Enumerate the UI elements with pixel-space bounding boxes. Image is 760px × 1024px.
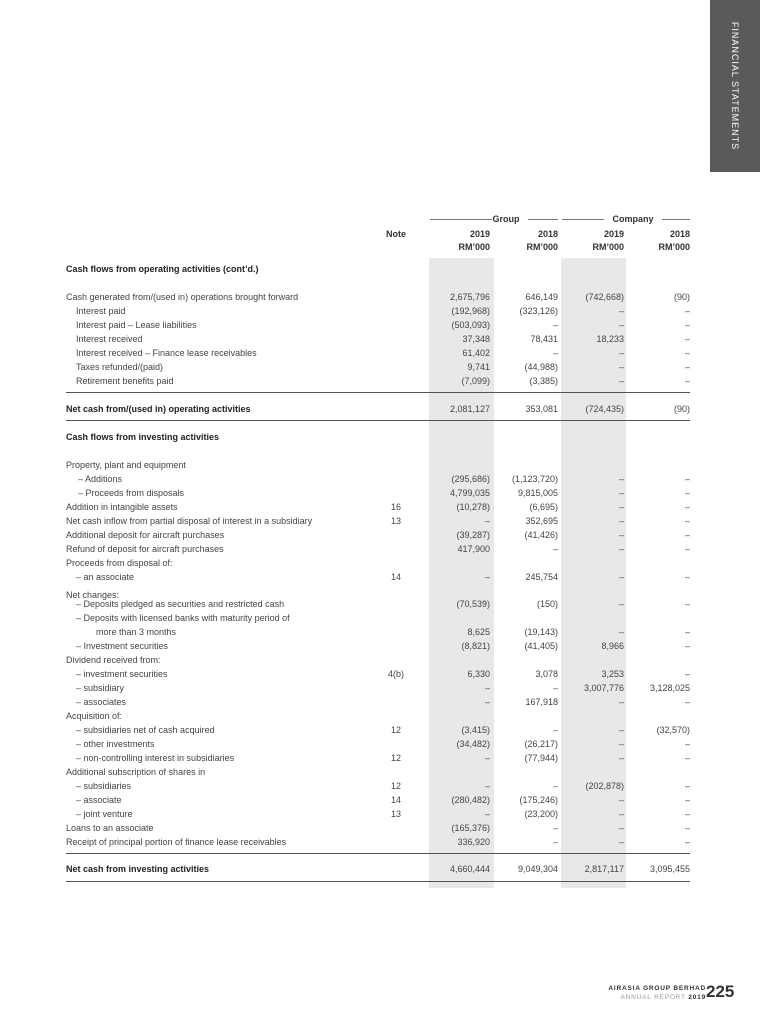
value-group-2018: (1,123,720) [511,474,558,484]
value-group-2018: 167,918 [525,697,558,707]
group-header: Group [492,214,520,224]
value-group-2018: (44,988) [524,362,558,372]
table-row [0,862,710,876]
value-company-2019: – [618,488,624,498]
table-row [0,542,710,556]
value-company-2018: – [684,516,690,526]
value-group-2018: 646,149 [525,292,558,302]
value-company-2019: – [618,376,624,386]
row-label: – subsidiaries net of cash acquired [76,725,215,735]
value-group-2019: 37,348 [462,334,490,344]
row-note: 12 [390,753,401,763]
table-row [0,500,710,514]
value-company-2019: (202,878) [585,781,624,791]
value-group-2019: – [484,516,490,526]
table-row [0,821,710,835]
value-group-2018: 245,754 [525,572,558,582]
value-group-2019: 61,402 [462,348,490,358]
value-group-2019: (165,376) [451,823,490,833]
unit-header-group-2019: RM’000 [458,242,490,252]
value-group-2018: (3,385) [529,376,558,386]
value-group-2018: 78,431 [530,334,558,344]
table-row [0,290,710,304]
value-company-2019: (742,668) [585,292,624,302]
value-group-2018: – [552,320,558,330]
table-row [0,709,710,723]
row-label: Net changes: [66,590,120,600]
row-label: Proceeds from disposal of: [66,558,173,568]
table-row [0,514,710,528]
value-group-2019: (70,539) [456,599,490,609]
table-row [0,751,710,765]
value-company-2018: – [684,795,690,805]
value-company-2019: 3,253 [601,669,624,679]
value-company-2018: – [684,823,690,833]
table-row [0,486,710,500]
value-group-2018: (19,143) [524,627,558,637]
value-group-2019: (192,968) [451,306,490,316]
value-group-2018: – [552,837,558,847]
value-company-2019: – [618,362,624,372]
value-group-2018: – [552,781,558,791]
row-label: – other investments [76,739,155,749]
note-header: Note [386,229,406,239]
table-row [0,346,710,360]
row-label: – subsidiary [76,683,125,693]
table-row [0,611,710,625]
value-group-2018: – [552,348,558,358]
table-row [0,318,710,332]
value-company-2018: – [684,627,690,637]
value-group-2019: – [484,781,490,791]
table-row [0,528,710,542]
value-group-2018: (41,426) [524,530,558,540]
value-group-2018: (6,695) [529,502,558,512]
table-row [0,723,710,737]
value-group-2019: 4,660,444 [449,864,490,874]
row-label: – Investment securities [76,641,169,651]
row-label: – Deposits pledged as securities and restricted cash [76,599,285,609]
value-company-2019: – [618,599,624,609]
row-label: Interest paid [76,306,126,316]
row-label: Additional deposit for aircraft purchases [66,530,225,540]
table-row [0,304,710,318]
row-label: Retirement benefits paid [76,376,174,386]
value-company-2018: – [684,669,690,679]
year-header-group-2019: 2019 [469,229,490,239]
row-label: Cash flows from investing activities [66,432,220,442]
table-row [0,332,710,346]
table-row [0,262,710,276]
value-company-2018: – [684,641,690,651]
value-company-2018: – [684,320,690,330]
footer-year: 2019 [688,994,706,1001]
row-label: – investment securities [76,669,168,679]
value-company-2019: – [618,837,624,847]
group-line-left [430,219,492,220]
row-label: Receipt of principal portion of finance lease receivables [66,837,287,847]
year-header-group-2018: 2018 [537,229,558,239]
value-group-2019: – [484,572,490,582]
value-company-2018: (90) [673,292,690,302]
value-company-2019: – [618,348,624,358]
row-label: – Proceeds from disposals [78,488,185,498]
page-number: 225 [706,982,735,1001]
value-company-2019: – [618,530,624,540]
row-label: – Additions [78,474,123,484]
value-group-2019: 8,625 [467,627,490,637]
row-label: Property, plant and equipment [66,460,186,470]
value-company-2018: – [684,753,690,763]
value-group-2019: – [484,809,490,819]
rule-below-operating-total [66,420,690,421]
group-line-right [528,219,558,220]
table-row [0,374,710,388]
row-label: – associates [76,697,127,707]
section-tab [710,0,760,172]
value-group-2018: 353,081 [525,404,558,414]
value-group-2018: (323,126) [519,306,558,316]
value-company-2018: – [684,697,690,707]
value-group-2018: (150) [536,599,558,609]
table-row [0,625,710,639]
value-company-2018: – [684,781,690,791]
row-note: 14 [390,572,401,582]
value-group-2018: – [552,823,558,833]
table-row [0,458,710,472]
unit-header-company-2018: RM’000 [658,242,690,252]
row-note: 14 [390,795,401,805]
table-row [0,695,710,709]
value-company-2018: – [684,530,690,540]
value-company-2019: 18,233 [596,334,624,344]
value-group-2019: 336,920 [457,837,490,847]
value-company-2019: – [618,572,624,582]
unit-header-company-2019: RM’000 [592,242,624,252]
value-company-2018: – [684,739,690,749]
value-group-2019: (10,278) [456,502,490,512]
row-label: more than 3 months [96,627,177,637]
value-group-2019: – [484,683,490,693]
row-note: 4(b) [387,669,404,679]
row-label: Net cash from/(used in) operating activities [66,404,251,414]
value-company-2019: – [618,823,624,833]
value-group-2019: (8,821) [461,641,490,651]
value-company-2018: – [684,572,690,582]
table-row [0,639,710,653]
table-row [0,737,710,751]
row-label: Refund of deposit for aircraft purchases [66,544,224,554]
value-company-2019: – [618,753,624,763]
value-company-2019: – [618,725,624,735]
value-company-2019: (724,435) [585,404,624,414]
value-group-2019: 2,675,796 [449,292,490,302]
row-label: – an associate [76,572,135,582]
value-company-2019: – [618,809,624,819]
table-row [0,835,710,849]
value-company-2019: 2,817,117 [584,864,624,874]
value-company-2019: – [618,795,624,805]
row-label: – non-controlling interest in subsidiaries [76,753,235,763]
value-company-2019: – [618,306,624,316]
row-label: Interest received [76,334,143,344]
table-row [0,807,710,821]
row-label: Net cash from investing activities [66,864,210,874]
value-group-2019: (7,099) [461,376,490,386]
rule-above-operating-total [66,392,690,393]
value-group-2019: – [484,697,490,707]
unit-header-group-2018: RM’000 [526,242,558,252]
row-label: Interest paid – Lease liabilities [76,320,197,330]
row-note: 13 [390,809,401,819]
value-company-2018: (90) [673,404,690,414]
value-group-2019: 2,081,127 [449,404,490,414]
value-company-2019: – [618,320,624,330]
company-line-right [662,219,690,220]
value-company-2018: – [684,306,690,316]
value-group-2018: – [552,544,558,554]
row-label: Acquisition of: [66,711,123,721]
value-company-2018: 3,128,025 [649,683,690,693]
value-group-2019: 417,900 [457,544,490,554]
row-label: – Deposits with licensed banks with maturity period of [76,613,290,623]
value-group-2018: 9,815,005 [517,488,558,498]
value-company-2018: – [684,488,690,498]
row-label: – subsidiaries [76,781,132,791]
value-company-2018: – [684,376,690,386]
value-group-2019: (34,482) [456,739,490,749]
row-label: Interest received – Finance lease receivables [76,348,257,358]
value-company-2018: – [684,334,690,344]
value-group-2018: 3,078 [535,669,558,679]
value-company-2019: 3,007,776 [583,683,624,693]
section-tab-label: FINANCIAL STATEMENTS [730,21,740,151]
row-note: 12 [390,781,401,791]
value-company-2019: – [618,739,624,749]
row-label: Loans to an associate [66,823,154,833]
value-company-2019: – [618,502,624,512]
row-note: 16 [390,502,401,512]
row-label: – joint venture [76,809,133,819]
value-group-2019: (503,093) [451,320,490,330]
value-company-2018: – [684,348,690,358]
table-row [0,765,710,779]
value-company-2019: – [618,474,624,484]
table-row [0,570,710,584]
row-note: 12 [390,725,401,735]
value-company-2018: 3,095,455 [649,864,690,874]
row-note: 13 [390,516,401,526]
value-group-2019: (3,415) [461,725,490,735]
footer-report-line [621,994,706,1001]
value-company-2018: – [684,362,690,372]
table-row [0,556,710,570]
table-row [0,597,710,611]
value-group-2018: (77,944) [524,753,558,763]
value-company-2019: 8,966 [601,641,624,651]
value-company-2018: (32,570) [656,725,690,735]
value-group-2019: (39,287) [456,530,490,540]
footer-company-name: AIRASIA GROUP BERHAD [608,985,706,992]
year-header-company-2019: 2019 [603,229,624,239]
table-row [0,793,710,807]
rule-above-investing-total [66,853,690,854]
value-group-2019: 4,799,035 [449,488,490,498]
table-row [0,779,710,793]
table-row [0,402,710,416]
value-group-2019: 9,741 [467,362,490,372]
row-label: – associate [76,795,122,805]
row-label: Dividend received from: [66,655,161,665]
value-company-2019: – [618,516,624,526]
value-group-2019: 6,330 [467,669,490,679]
row-label: Net cash inflow from partial disposal of interest in a subsidiary [66,516,313,526]
value-company-2019: – [618,627,624,637]
table-row [0,653,710,667]
table-row [0,667,710,681]
value-group-2019: (280,482) [451,795,490,805]
row-label: Cash generated from/(used in) operations brought forward [66,292,299,302]
rule-below-investing-total [66,881,690,882]
value-group-2018: (26,217) [524,739,558,749]
value-company-2019: – [618,544,624,554]
row-label: Addition in intangible assets [66,502,178,512]
value-company-2018: – [684,599,690,609]
value-group-2019: – [484,753,490,763]
value-group-2018: 9,049,304 [517,864,558,874]
row-label: Additional subscription of shares in [66,767,206,777]
value-group-2018: (23,200) [524,809,558,819]
value-group-2018: 352,695 [525,516,558,526]
value-company-2018: – [684,502,690,512]
value-company-2018: – [684,474,690,484]
company-header: Company [612,214,654,224]
value-group-2018: – [552,683,558,693]
value-group-2018: – [552,725,558,735]
footer-report: ANNUAL REPORT [620,994,686,1001]
year-header-company-2018: 2018 [669,229,690,239]
company-line-left [562,219,604,220]
table-row [0,681,710,695]
value-company-2018: – [684,809,690,819]
row-label: Cash flows from operating activities (cont’d.) [66,264,259,274]
table-row [0,430,710,444]
table-row [0,472,710,486]
value-group-2018: (175,246) [519,795,558,805]
value-company-2018: – [684,837,690,847]
value-group-2019: (295,686) [451,474,490,484]
value-company-2019: – [618,697,624,707]
value-group-2018: (41,405) [524,641,558,651]
value-company-2018: – [684,544,690,554]
row-label: Taxes refunded/(paid) [76,362,164,372]
table-row [0,360,710,374]
